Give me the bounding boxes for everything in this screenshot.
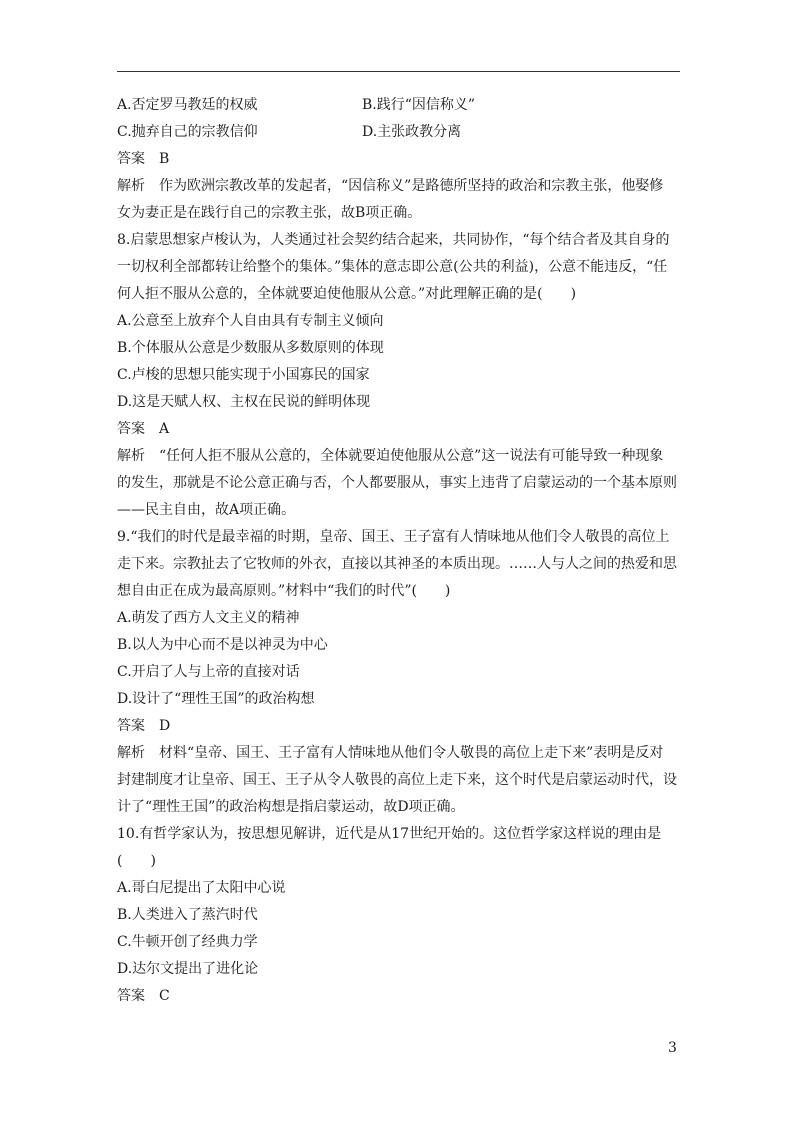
answer-label: 答案 xyxy=(117,421,145,437)
q7-option-b: B.践行“因信称义” xyxy=(362,97,476,113)
q8-stem-line-1: 8.启蒙思想家卢梭认为，人类通过社会契约结合起来，共同协作，“每个结合者及其自身的 xyxy=(117,232,670,248)
analysis-text: “任何人拒不服从公意的，全体就要迫使他服从公意”这一说法有可能导致一种现象 xyxy=(159,448,664,464)
q8-stem-line-2: 一切权利全部都转让给整个的集体。”集体的意志即公意(公共的利益)，公意不能违反，“任 xyxy=(117,259,668,275)
q7-analysis-line-1 xyxy=(117,173,680,200)
q10-option-c: C.牛顿开创了经典力学 xyxy=(117,934,258,950)
page-content xyxy=(117,92,680,1010)
analysis-text: 材料“皇帝、国王、王子富有人情味地从他们令人敬畏的高位上走下来”表明是反对 xyxy=(159,745,664,761)
q7-option-d: D.主张政教分离 xyxy=(362,124,462,140)
q9-stem-line-1: 9.“我们的时代是最幸福的时期，皇帝、国王、王子富有人情味地从他们令人敬畏的高位上 xyxy=(117,529,670,545)
answer-value: D xyxy=(159,718,171,734)
header-rule xyxy=(117,71,680,72)
q7-options-row-2 xyxy=(117,119,680,146)
q10-stem-line-2: ( ) xyxy=(117,853,156,869)
q8-option-b: B.个体服从公意是少数服从多数原则的体现 xyxy=(117,340,384,356)
page-number: 3 xyxy=(668,1040,677,1056)
answer-label: 答案 xyxy=(117,718,145,734)
q10-answer xyxy=(117,983,680,1010)
q8-answer xyxy=(117,416,680,443)
q7-option-c: C.抛弃自己的宗教信仰 xyxy=(117,124,258,140)
q9-stem-line-2: 走下来。宗教扯去了它牧师的外衣，直接以其神圣的本质出现。……人与人之间的热爱和思 xyxy=(117,556,677,572)
answer-label: 答案 xyxy=(117,151,145,167)
q9-analysis-line-1 xyxy=(117,740,680,767)
q9-analysis-line-2: 封建制度才让皇帝、国王、王子从令人敬畏的高位上走下来，这个时代是启蒙运动时代，设 xyxy=(117,772,677,788)
answer-value: C xyxy=(159,988,170,1004)
q10-stem-line-1: 10.有哲学家认为，按思想见解讲，近代是从17世纪开始的。这位哲学家这样说的理由是 xyxy=(117,826,662,842)
q7-options-row-1 xyxy=(117,92,680,119)
q9-option-b: B.以人为中心而不是以神灵为中心 xyxy=(117,637,328,653)
analysis-text: 作为欧洲宗教改革的发起者，“因信称义”是路德所坚持的政治和宗教主张，他娶修 xyxy=(159,178,664,194)
q9-option-a: A.萌发了西方人文主义的精神 xyxy=(117,610,300,626)
analysis-label: 解析 xyxy=(117,745,145,761)
q9-option-c: C.开启了人与上帝的直接对话 xyxy=(117,664,300,680)
q10-option-b: B.人类进入了蒸汽时代 xyxy=(117,907,258,923)
analysis-label: 解析 xyxy=(117,178,145,194)
answer-value: B xyxy=(159,151,170,167)
q8-stem-line-3: 何人拒不服从公意的，全体就要迫使他服从公意。”对此理解正确的是( ) xyxy=(117,286,577,302)
q7-answer xyxy=(117,146,680,173)
q9-option-d: D.设计了“理性王国”的政治构想 xyxy=(117,691,315,707)
q9-analysis-line-3: 计了“理性王国”的政治构想是指启蒙运动，故D项正确。 xyxy=(117,799,465,815)
q9-answer xyxy=(117,713,680,740)
q10-option-d: D.达尔文提出了进化论 xyxy=(117,961,259,977)
q8-option-a: A.公意至上放弃个人自由具有专制主义倾向 xyxy=(117,313,384,329)
answer-value: A xyxy=(159,421,170,437)
q7-option-a: A.否定罗马教廷的权威 xyxy=(117,97,258,113)
answer-label: 答案 xyxy=(117,988,145,1004)
analysis-label: 解析 xyxy=(117,448,145,464)
q8-analysis-line-3: ——民主自由，故A项正确。 xyxy=(117,502,296,518)
q8-analysis-line-1 xyxy=(117,443,680,470)
q7-analysis-line-2: 女为妻正是在践行自己的宗教主张，故B项正确。 xyxy=(117,205,422,221)
q8-analysis-line-2: 的发生，那就是不论公意正确与否，个人都要服从，事实上违背了启蒙运动的一个基本原则 xyxy=(117,475,677,491)
q9-stem-line-3: 想自由正在成为最高原则。”材料中“我们的时代”( ) xyxy=(117,583,451,599)
q8-option-d: D.这是天赋人权、主权在民说的鲜明体现 xyxy=(117,394,371,410)
q10-option-a: A.哥白尼提出了太阳中心说 xyxy=(117,880,286,896)
q8-option-c: C.卢梭的思想只能实现于小国寡民的国家 xyxy=(117,367,370,383)
